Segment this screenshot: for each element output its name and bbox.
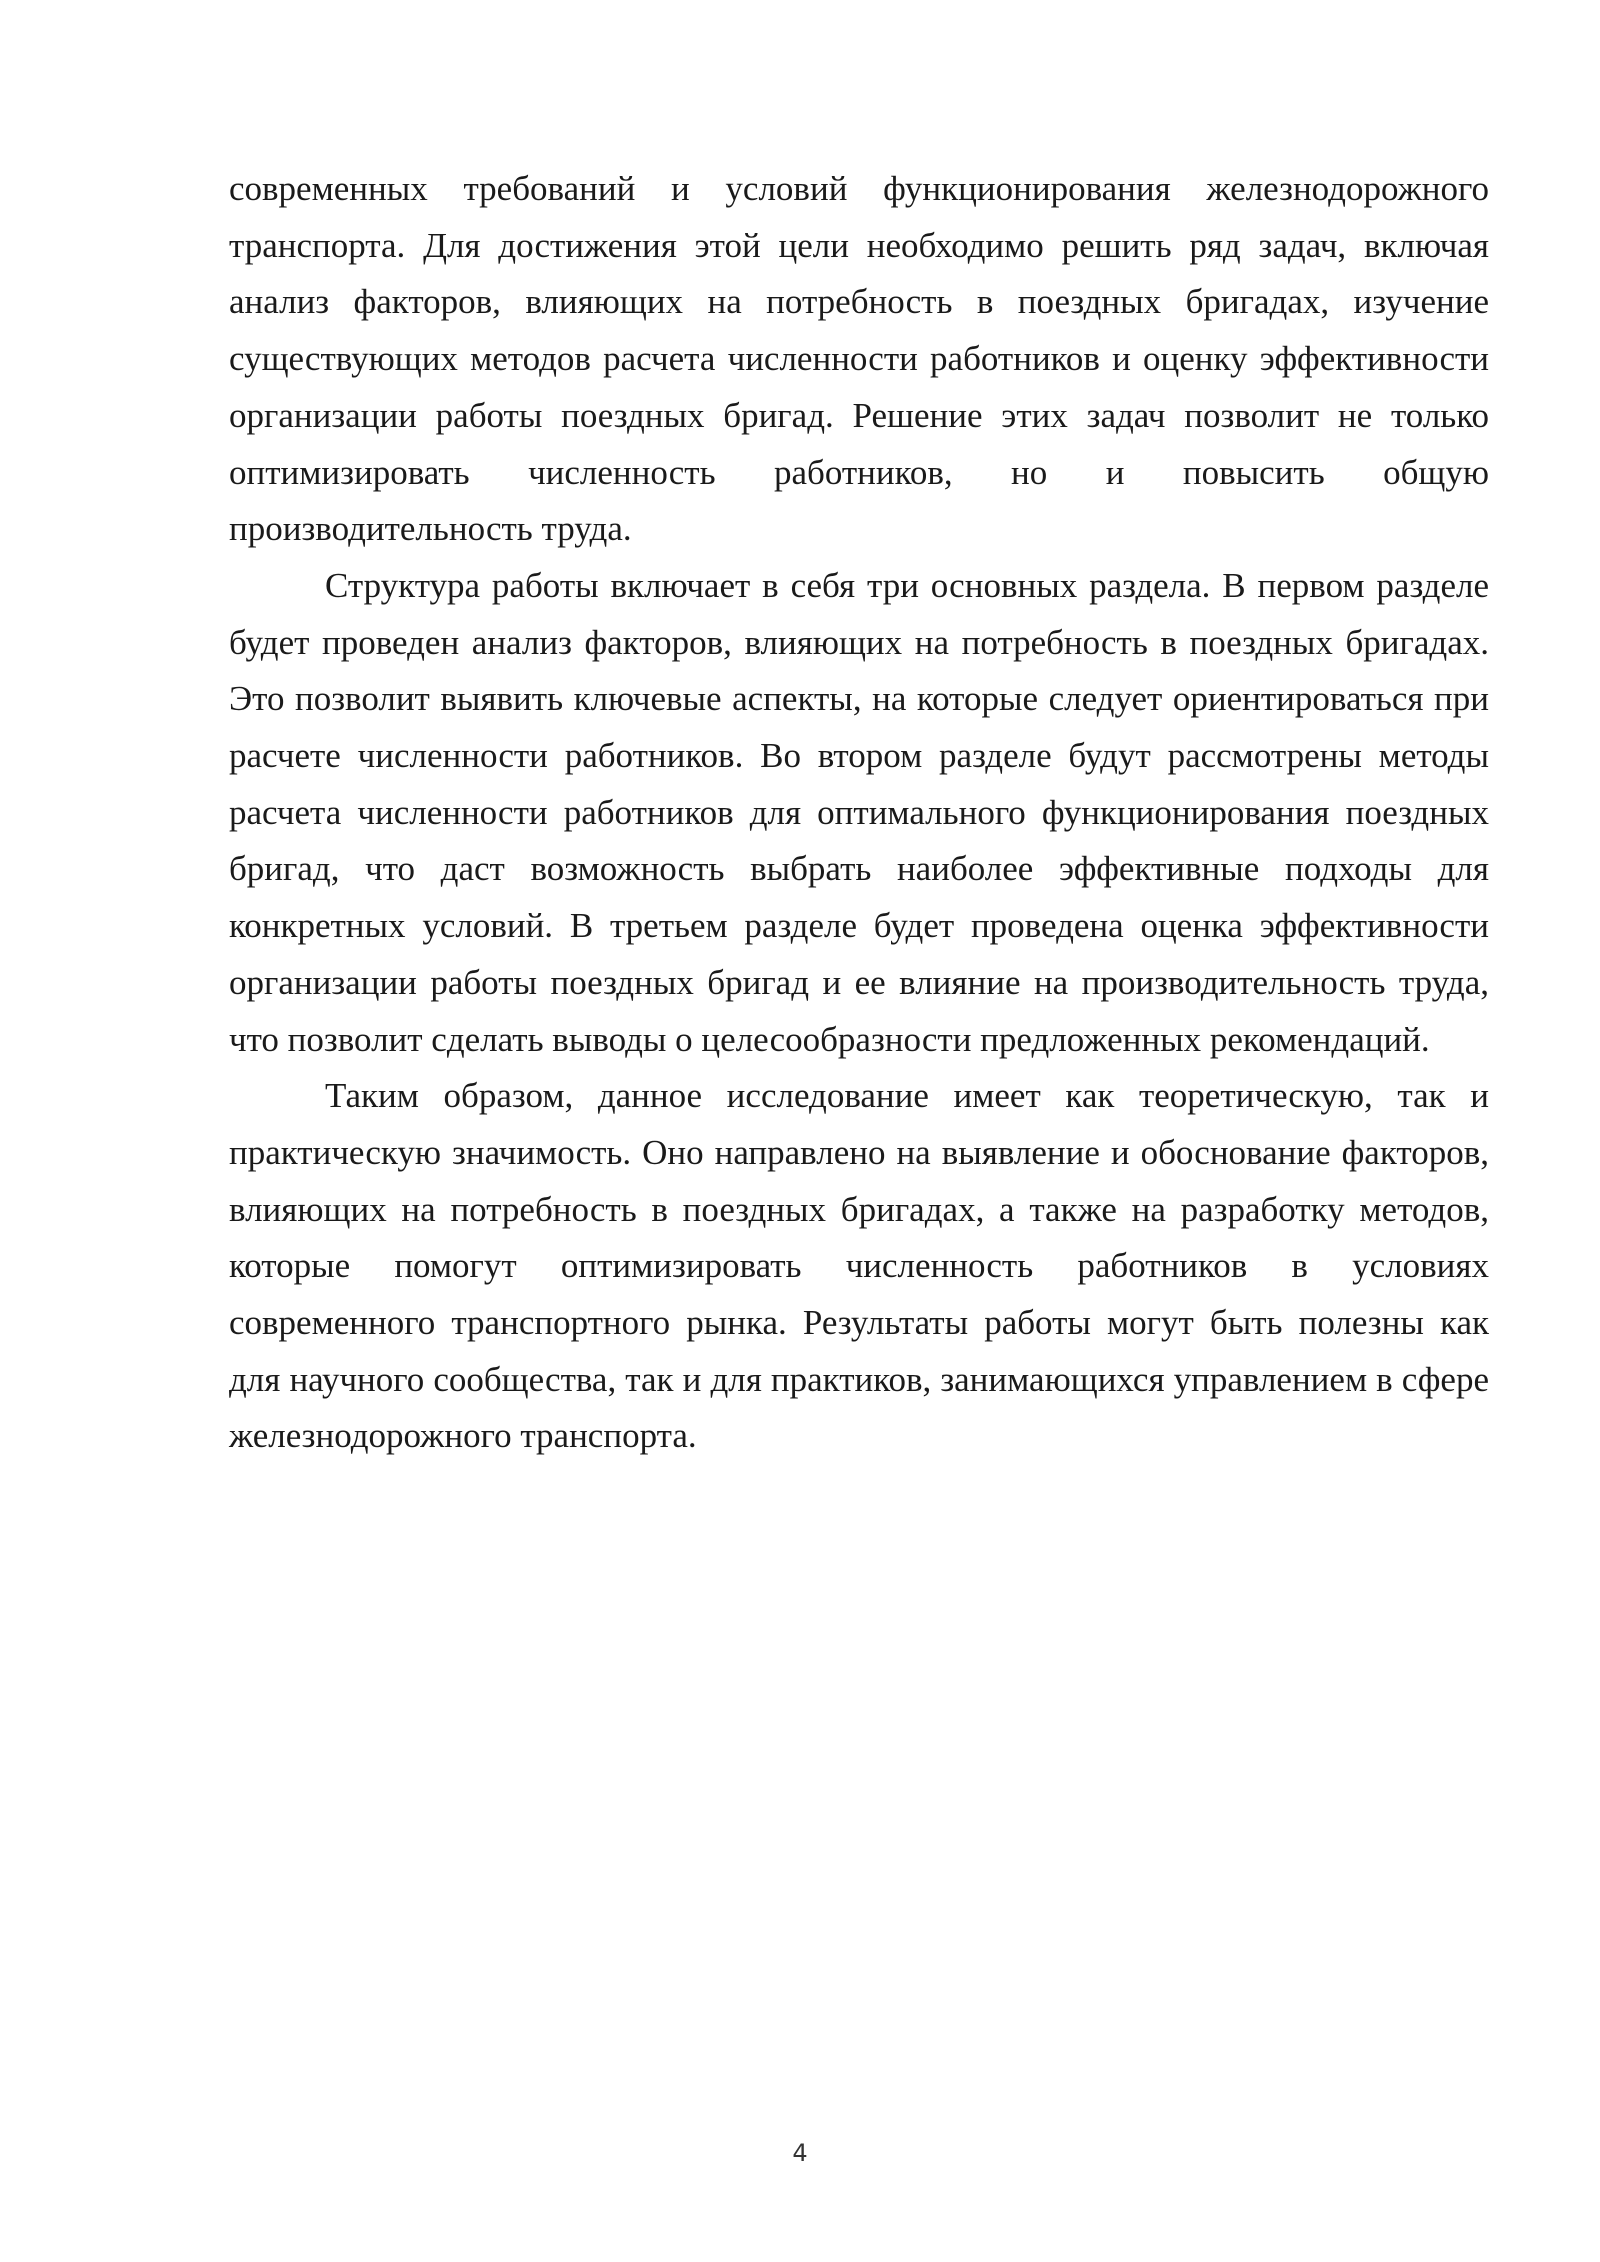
paragraph-1: современных требований и условий функционирования железнодорожного транспорта. Для достижения этой цели необходимо решить ряд задач, включая анализ факторов, влияющих на потребность в поездных бригадах, изучение существующих методов расчета численности работников и оценку эффективности организации работы поездных бригад. Решение этих задач позволит не только оптимизировать численность работников, но и повысить общую производительность труда. (229, 169, 1489, 549)
paragraph-2: Структура работы включает в себя три основных раздела. В первом разделе будет проведен анализ факторов, влияющих на потребность в поездных бригадах. Это позволит выявить ключевые аспекты, на которые следует ориентироваться при расчете численности работников. Во втором разделе будут рассмотрены методы расчета численности работников для оптимального функционирования поездных бригад, что даст возможность выбрать наиболее эффективные подходы для конкретных условий. В третьем разделе будет проведена оценка эффективности организации работы поездных бригад и ее влияние на производительность труда, что позволит сделать выводы о целесообразности предложенных рекомендаций. (229, 565, 1489, 1059)
body-text (229, 161, 1489, 1465)
page-number: 4 (792, 2139, 808, 2167)
paragraph-3: Таким образом, данное исследование имеет как теоретическую, так и практическую значимость. Оно направлено на выявление и обоснование факторов, влияющих на потребность в поездных бригадах, а также на разработку методов, которые помогут оптимизировать численность работников в условиях современного транспортного рынка. Результаты работы могут быть полезны как для научного сообщества, так и для практиков, занимающихся управлением в сфере железнодорожного транспорта. (229, 1076, 1489, 1456)
